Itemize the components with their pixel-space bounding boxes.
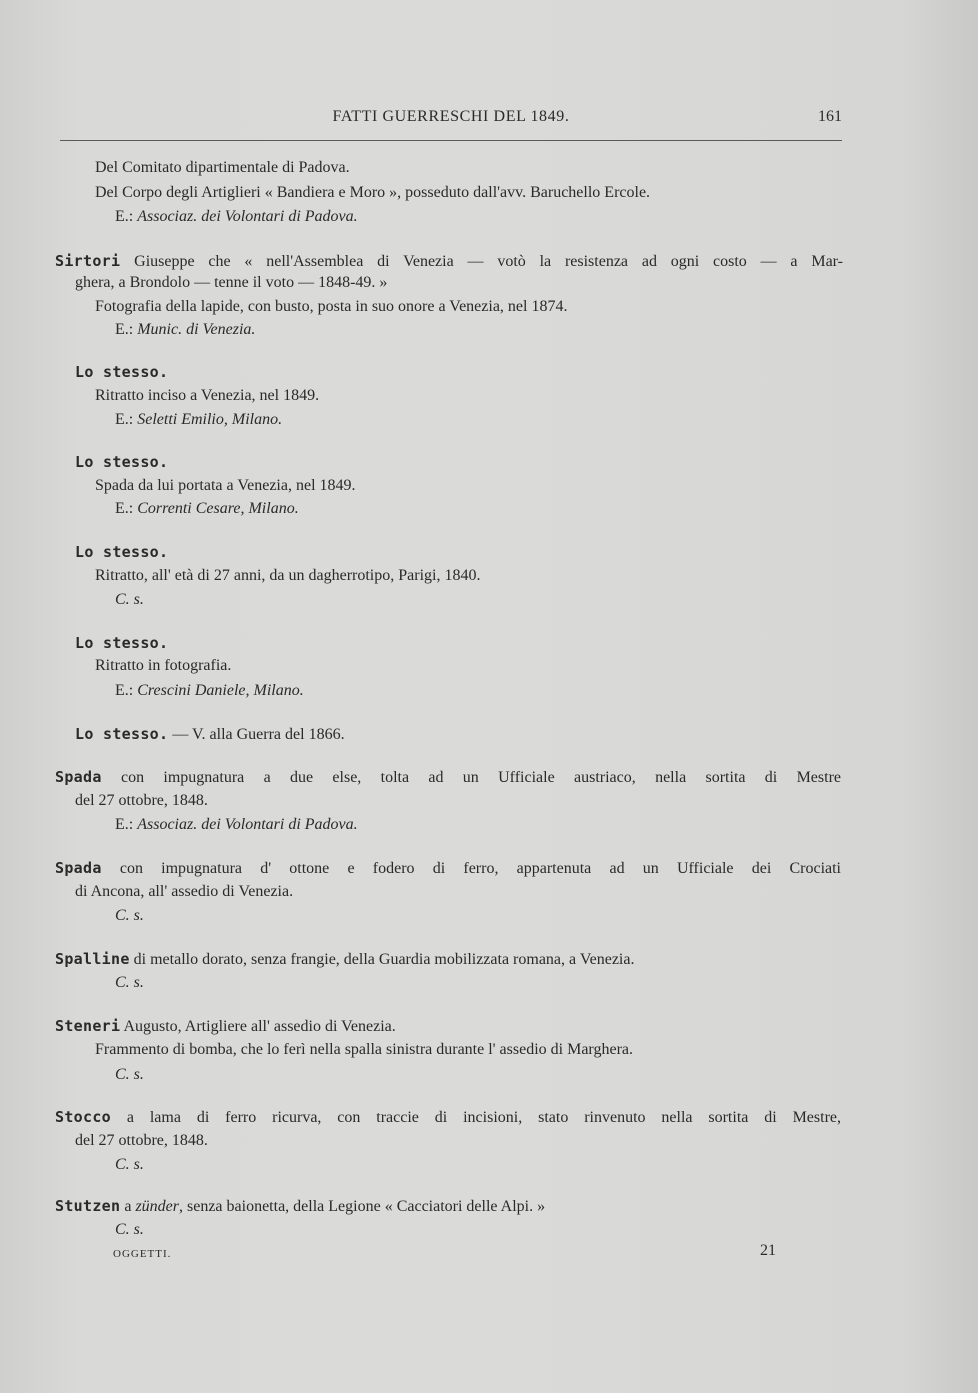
entry-keyword: Spada bbox=[55, 859, 102, 877]
entry-keyword: Lo stesso. bbox=[75, 634, 169, 652]
entry-owner-line: E.: Associaz. dei Volontari di Padova. bbox=[115, 208, 358, 225]
page-number: 161 bbox=[818, 108, 842, 125]
entry-keyword: Steneri bbox=[55, 1017, 121, 1035]
signature-number: 21 bbox=[760, 1242, 776, 1259]
entry-keyword: Spada bbox=[55, 768, 102, 786]
entry-owner-line: E.: Associaz. dei Volontari di Padova. bbox=[115, 816, 358, 833]
header-rule bbox=[60, 140, 842, 141]
entry-keyword: Lo stesso. bbox=[75, 543, 169, 561]
entry-heading-line: Spada con impugnatura a due else, tolta ad un Ufficiale austriaco, nella sortita di Mestre bbox=[55, 768, 841, 786]
entry-line: Spada da lui portata a Venezia, nel 1849. bbox=[95, 477, 356, 494]
entry-keyword: Lo stesso. bbox=[75, 453, 169, 471]
entry-owner-line: E.: Munic. di Venezia. bbox=[115, 321, 256, 338]
entry-keyword: Lo stesso. bbox=[75, 363, 169, 381]
entry-owner-line: E.: Crescini Daniele, Milano. bbox=[115, 682, 304, 699]
entry-keyword: Sirtori bbox=[55, 252, 121, 270]
entry-heading-line: Lo stesso. — V. alla Guerra del 1866. bbox=[75, 725, 345, 743]
entry-owner-line: C. s. bbox=[115, 974, 144, 991]
entry-heading-line: Steneri Augusto, Artigliere all' assedio di Venezia. bbox=[55, 1017, 396, 1035]
entry-line: di Ancona, all' assedio di Venezia. bbox=[75, 883, 294, 900]
page-title: FATTI GUERRESCHI DEL 1849. bbox=[332, 108, 570, 125]
entry-line: ghera, a Brondolo — tenne il voto — 1848-49. » bbox=[75, 274, 388, 291]
entry-keyword: Stutzen bbox=[55, 1197, 121, 1215]
entry-line: Ritratto in fotografia. bbox=[95, 657, 232, 674]
running-header bbox=[60, 108, 842, 130]
entry-line: Ritratto, all' età di 27 anni, da un dagherrotipo, Parigi, 1840. bbox=[95, 567, 481, 584]
entry-owner-line: C. s. bbox=[115, 591, 144, 608]
entry-line: Del Corpo degli Artiglieri « Bandiera e Moro », posseduto dall'avv. Baruchello Ercole. bbox=[95, 184, 651, 201]
entry-line: del 27 ottobre, 1848. bbox=[75, 792, 208, 809]
entry-line: Del Comitato dipartimentale di Padova. bbox=[95, 159, 350, 176]
entry-owner-line: C. s. bbox=[115, 907, 144, 924]
entry-line: del 27 ottobre, 1848. bbox=[75, 1132, 208, 1149]
entry-heading-line: Stocco a lama di ferro ricurva, con traccie di incisioni, stato rinvenuto nella sortita di Mestre, bbox=[55, 1108, 841, 1126]
entry-keyword: Stocco bbox=[55, 1108, 111, 1126]
entry-line: Frammento di bomba, che lo ferì nella spalla sinistra durante l' assedio di Marghera. bbox=[95, 1041, 633, 1058]
entry-keyword: Spalline bbox=[55, 950, 130, 968]
entry-heading-line: Spalline di metallo dorato, senza frangie, della Guardia mobilizzata romana, a Venezia. bbox=[55, 950, 635, 968]
entry-heading-line: Stutzen a zünder, senza baionetta, della Legione « Cacciatori delle Alpi. » bbox=[55, 1197, 546, 1215]
entry-owner-line: C. s. bbox=[115, 1066, 144, 1083]
entry-owner-line: E.: Correnti Cesare, Milano. bbox=[115, 500, 299, 517]
entry-keyword: Lo stesso. bbox=[75, 725, 169, 743]
entry-line: Fotografia della lapide, con busto, posta in suo onore a Venezia, nel 1874. bbox=[95, 298, 568, 315]
entry-line: Ritratto inciso a Venezia, nel 1849. bbox=[95, 387, 320, 404]
entry-heading-line: Spada con impugnatura d' ottone e fodero di ferro, appartenuta ad un Ufficiale dei Crociati bbox=[55, 859, 841, 877]
entry-heading-line: Sirtori Giuseppe che « nell'Assemblea di Venezia — votò la resistenza ad ogni costo — a Mar- bbox=[55, 252, 843, 270]
entry-owner-line: C. s. bbox=[115, 1221, 144, 1238]
entry-owner-line: E.: Seletti Emilio, Milano. bbox=[115, 411, 283, 428]
entry-owner-line: C. s. bbox=[115, 1156, 144, 1173]
signature-mark: OGGETTI. bbox=[113, 1248, 172, 1260]
